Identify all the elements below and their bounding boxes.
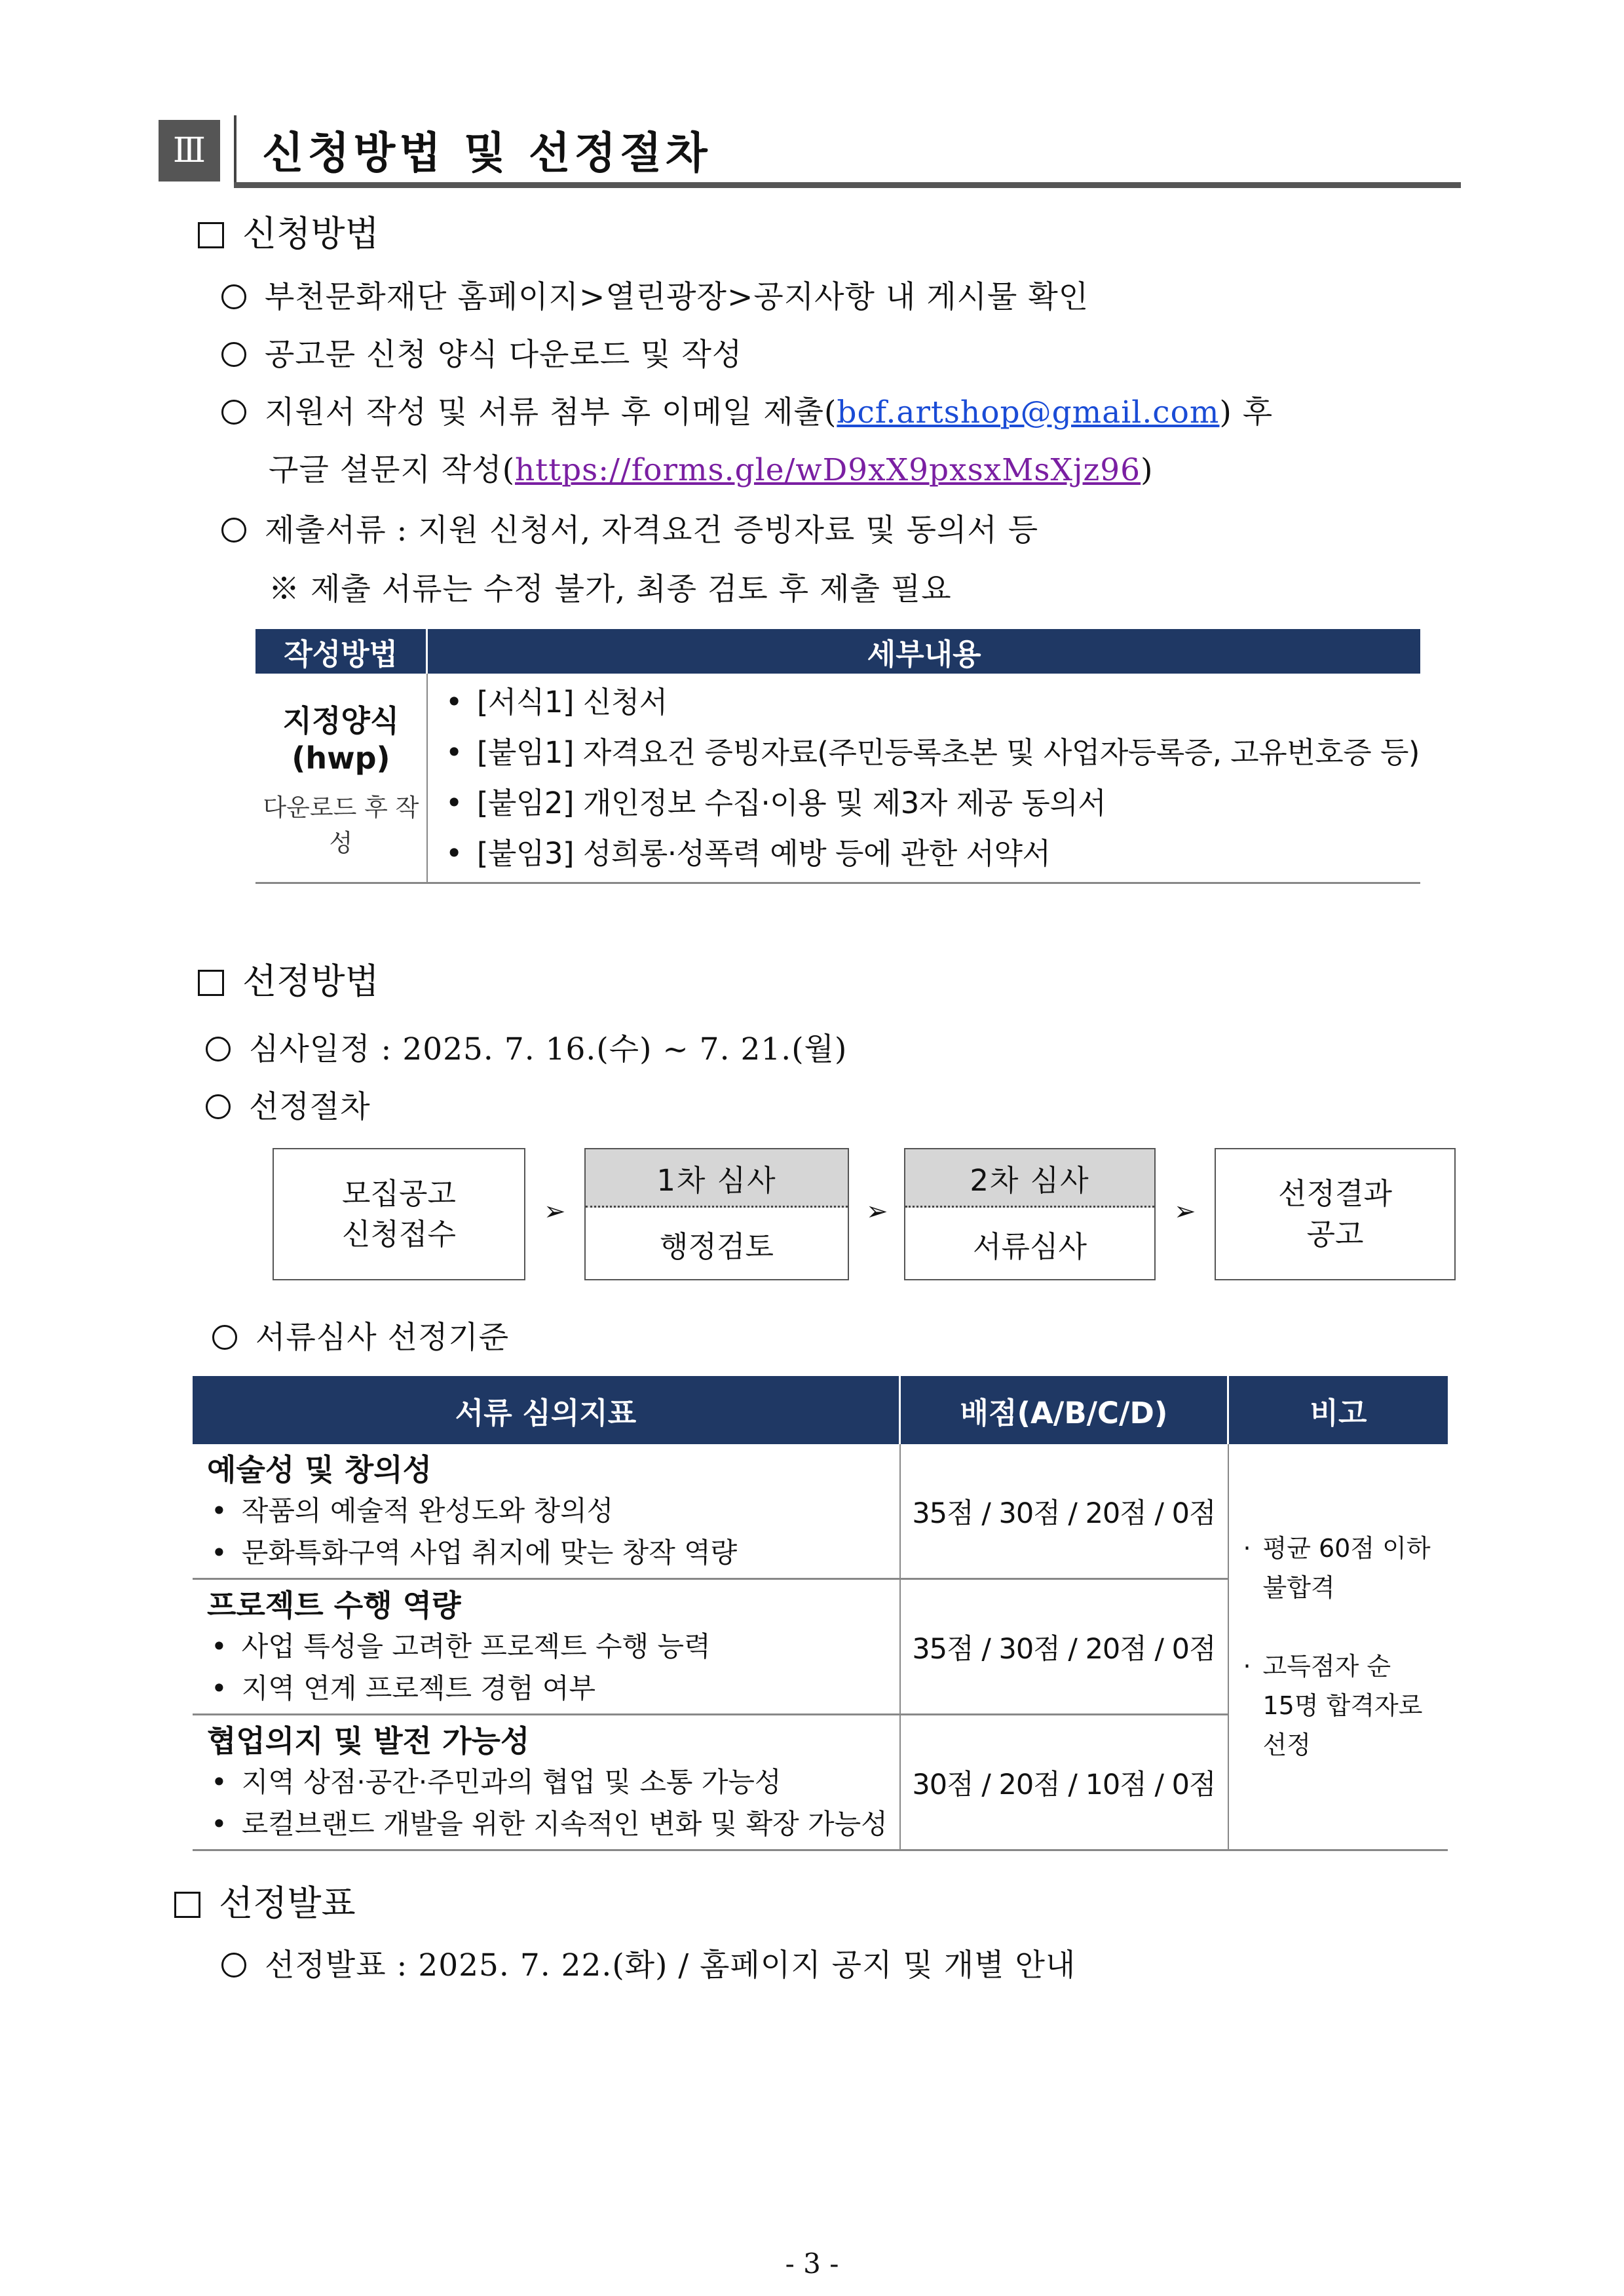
selection-schedule	[206, 1025, 847, 1069]
documents-table-header	[255, 629, 1420, 674]
survey-text: 구글 설문지 작성(	[269, 452, 516, 488]
header-separator	[234, 115, 236, 187]
criteria-heading-text: 서류심사 선정기준	[255, 1320, 510, 1356]
section-number-badge: Ⅲ	[159, 120, 220, 182]
list-item: • [붙임2] 개인정보 수집·이용 및 제3자 제공 동의서	[445, 778, 1420, 828]
format-name: 지정양식(hwp)	[282, 703, 400, 776]
criteria-title: 예술성 및 창의성	[207, 1452, 432, 1487]
circle-bullet-icon	[221, 1953, 246, 1978]
score-cell: 35점 / 30점 / 20점 / 0점	[900, 1444, 1228, 1579]
announce-text: 선정발표 : 2025. 7. 22.(화) / 홈페이지 공지 및 개별 안내	[265, 1947, 1076, 1983]
flow-step-header: 2차 심사	[905, 1149, 1154, 1208]
apply-item-1-text: 부천문화재단 홈페이지>열린광장>공지사항 내 게시물 확인	[265, 279, 1089, 315]
checkbox-icon	[198, 222, 224, 248]
arrow-right-icon: ➢	[1174, 1196, 1196, 1227]
circle-bullet-icon	[221, 284, 246, 309]
criteria-cell	[193, 1444, 900, 1579]
section-selection-title	[198, 953, 379, 1004]
circle-bullet-icon	[221, 342, 246, 367]
note-dot: ·	[1243, 1652, 1251, 1681]
apply-item-4-text: 제출서류 : 지원 신청서, 자격요건 증빙자료 및 동의서 등	[265, 512, 1039, 548]
flow-step-second-review	[904, 1148, 1156, 1280]
note-line: 평균 60점 이하	[1262, 1534, 1431, 1563]
flow-step-line1: 모집공고	[342, 1176, 456, 1211]
note-line: 선정	[1262, 1731, 1311, 1759]
criteria-cell	[193, 1579, 900, 1715]
criteria-table	[193, 1376, 1448, 1851]
section-announce-label: 선정발표	[219, 1883, 356, 1924]
apply-item-3-line2	[269, 446, 1153, 489]
table-row	[193, 1444, 1448, 1579]
criteria-heading	[212, 1313, 509, 1357]
list-item: • 지역 상점·공간·주민과의 협업 및 소통 가능성	[207, 1761, 899, 1803]
flow-step-result	[1215, 1148, 1456, 1280]
selection-procedure	[206, 1082, 371, 1126]
format-sub: 다운로드 후 작성	[263, 794, 419, 857]
list-item: • [서식1] 신청서	[445, 677, 1420, 727]
apply-item-4	[221, 506, 1038, 550]
flow-step-line2: 공고	[1306, 1217, 1364, 1252]
note-dot: ·	[1243, 1534, 1251, 1563]
checkbox-icon	[174, 1892, 200, 1918]
circle-bullet-icon	[206, 1037, 231, 1062]
criteria-title: 프로젝트 수행 역량	[207, 1588, 461, 1623]
circle-bullet-icon	[212, 1325, 237, 1350]
note-line: 고득점자 순	[1262, 1652, 1391, 1681]
google-form-link[interactable]: https://forms.gle/wD9xX9pxsxMsXjz96	[515, 452, 1141, 488]
score-cell: 35점 / 30점 / 20점 / 0점	[900, 1579, 1228, 1715]
section-apply-title	[198, 206, 379, 256]
list-item: • 문화특화구역 사업 취지에 맞는 창작 역량	[207, 1532, 899, 1574]
page-title: 신청방법 및 선정절차	[262, 128, 711, 178]
selection-schedule-text: 심사일정 : 2025. 7. 16.(수) ~ 7. 21.(월)	[249, 1031, 848, 1067]
section-apply-label: 신청방법	[242, 213, 379, 254]
flow-step-body: 서류심사	[973, 1229, 1087, 1264]
flow-step-body: 행정검토	[660, 1229, 774, 1264]
section-selection-label: 선정방법	[242, 961, 379, 1002]
details-cell	[427, 674, 1420, 883]
apply-item-3-text: 지원서 작성 및 서류 첨부 후 이메일 제출(	[265, 394, 837, 430]
format-cell	[255, 674, 427, 883]
apply-note: ※ 제출 서류는 수정 불가, 최종 검토 후 제출 필요	[269, 571, 952, 607]
criteria-title: 협업의지 및 발전 가능성	[207, 1723, 530, 1759]
survey-text-suffix: )	[1141, 452, 1154, 488]
selection-procedure-text: 선정절차	[249, 1089, 371, 1125]
table-row	[255, 674, 1420, 883]
criteria-cell	[193, 1715, 900, 1850]
list-item: • 작품의 예술적 완성도와 창의성	[207, 1490, 899, 1532]
list-item: • 지역 연계 프로젝트 경험 여부	[207, 1668, 899, 1710]
apply-item-1	[221, 273, 1089, 316]
email-link[interactable]: bcf.artshop@gmail.com	[837, 394, 1220, 430]
circle-bullet-icon	[221, 400, 246, 425]
list-item: • 로컬브랜드 개발을 위한 지속적인 변화 및 확장 가능성	[207, 1803, 899, 1845]
note-item	[1243, 1529, 1448, 1607]
page-number: - 3 -	[785, 2248, 839, 2280]
arrow-right-icon: ➢	[866, 1196, 888, 1227]
header-rule	[234, 182, 1461, 188]
col-criteria: 서류 심의지표	[193, 1376, 900, 1444]
col-note: 비고	[1228, 1376, 1448, 1444]
flow-step-header: 1차 심사	[586, 1149, 848, 1208]
flow-step-first-review	[584, 1148, 849, 1280]
apply-item-2-text: 공고문 신청 양식 다운로드 및 작성	[265, 337, 743, 373]
apply-item-3-suffix: ) 후	[1219, 394, 1274, 430]
checkbox-icon	[198, 970, 224, 996]
section-announce-title	[174, 1875, 356, 1926]
flow-step-line1: 선정결과	[1278, 1176, 1392, 1211]
note-item	[1243, 1647, 1448, 1765]
apply-item-3	[221, 388, 1273, 432]
flow-step-recruit	[273, 1148, 525, 1280]
circle-bullet-icon	[221, 518, 246, 543]
list-item: • 사업 특성을 고려한 프로젝트 수행 능력	[207, 1626, 899, 1668]
col-score: 배점(A/B/C/D)	[900, 1376, 1228, 1444]
criteria-table-header	[193, 1376, 1448, 1444]
circle-bullet-icon	[206, 1094, 231, 1119]
documents-table	[255, 629, 1420, 884]
arrow-right-icon: ➢	[544, 1196, 566, 1227]
note-line: 불합격	[1262, 1573, 1335, 1602]
announce-item	[221, 1941, 1076, 1985]
col-method: 작성방법	[255, 629, 427, 674]
score-cell: 30점 / 20점 / 10점 / 0점	[900, 1715, 1228, 1850]
flow-step-line2: 신청접수	[342, 1217, 456, 1252]
note-cell	[1228, 1444, 1448, 1850]
list-item: • [붙임3] 성희롱·성폭력 예방 등에 관한 서약서	[445, 828, 1420, 879]
list-item: • [붙임1] 자격요건 증빙자료(주민등록초본 및 사업자등록증, 고유번호증 등)	[445, 727, 1420, 778]
apply-item-2	[221, 330, 742, 374]
col-details: 세부내용	[427, 629, 1420, 674]
note-line: 15명 합격자로	[1262, 1691, 1423, 1720]
